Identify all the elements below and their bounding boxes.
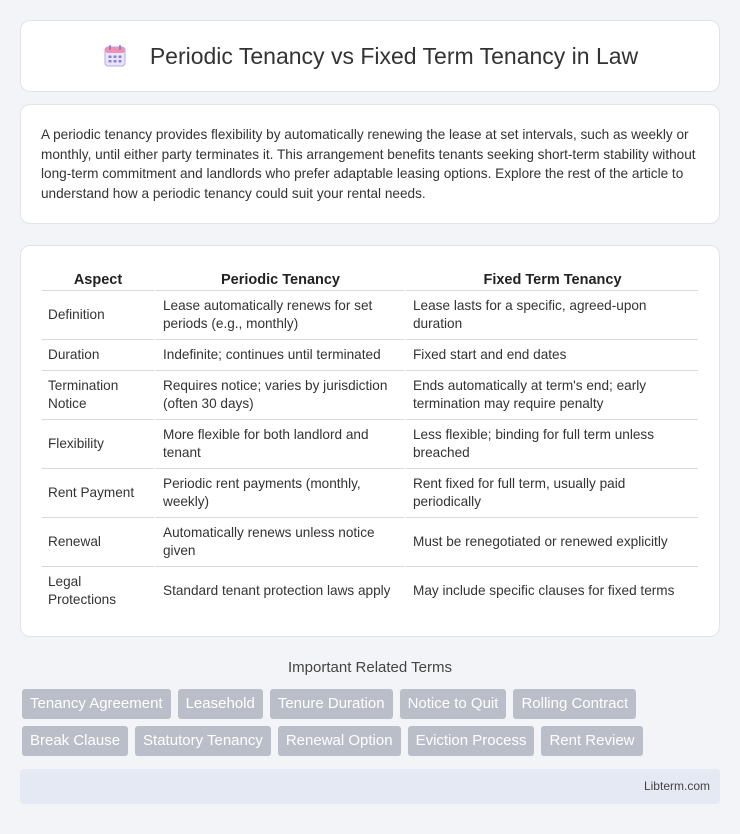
tag-renewal-option[interactable]: Renewal Option — [278, 726, 401, 756]
tag-notice-to-quit[interactable]: Notice to Quit — [400, 689, 507, 719]
table-cell: Legal Protections — [42, 566, 154, 615]
column-header-periodic: Periodic Tenancy — [154, 266, 404, 290]
footer-site-link[interactable]: Libterm.com — [643, 779, 710, 793]
column-header-fixed: Fixed Term Tenancy — [404, 266, 698, 290]
table-header-row — [42, 266, 698, 290]
table-cell: Lease lasts for a specific, agreed-upon duration — [404, 290, 698, 339]
table-cell: More flexible for both landlord and tenant — [154, 419, 404, 468]
comparison-table-card — [20, 245, 720, 637]
table-cell: Termination Notice — [42, 370, 154, 419]
tag-rolling-contract[interactable]: Rolling Contract — [513, 689, 636, 719]
table-row — [42, 566, 698, 615]
table-cell: Requires notice; varies by jurisdiction (often 30 days) — [154, 370, 404, 419]
table-cell: Fixed start and end dates — [404, 339, 698, 370]
tag-tenancy-agreement[interactable]: Tenancy Agreement — [22, 689, 171, 719]
table-cell: Duration — [42, 339, 154, 370]
table-row — [42, 419, 698, 468]
table-cell: Renewal — [42, 517, 154, 566]
comparison-table — [42, 266, 698, 615]
related-terms-title: Important Related Terms — [288, 659, 452, 676]
table-cell: Indefinite; continues until terminated — [154, 339, 404, 370]
table-cell: Must be renegotiated or renewed explicitly — [404, 517, 698, 566]
table-row — [42, 517, 698, 566]
table-cell: May include specific clauses for fixed terms — [404, 566, 698, 615]
tag-leasehold[interactable]: Leasehold — [178, 689, 263, 719]
column-header-aspect: Aspect — [73, 272, 123, 288]
table-cell: Lease automatically renews for set periods (e.g., monthly) — [154, 290, 404, 339]
related-terms-list — [20, 689, 720, 756]
tag-eviction-process[interactable]: Eviction Process — [408, 726, 535, 756]
table-cell: Automatically renews unless notice given — [154, 517, 404, 566]
table-cell: Flexibility — [42, 419, 154, 468]
tag-statutory-tenancy[interactable]: Statutory Tenancy — [135, 726, 271, 756]
table-row — [42, 290, 698, 339]
table-cell: Ends automatically at term's end; early termination may require penalty — [404, 370, 698, 419]
table-row — [42, 370, 698, 419]
table-row — [42, 468, 698, 517]
table-row — [42, 339, 698, 370]
page-title: Periodic Tenancy vs Fixed Term Tenancy in Law — [149, 42, 639, 69]
table-cell: Standard tenant protection laws apply — [154, 566, 404, 615]
tag-rent-review[interactable]: Rent Review — [541, 726, 642, 756]
table-cell: Less flexible; binding for full term unless breached — [404, 419, 698, 468]
intro-text: A periodic tenancy provides flexibility by automatically renewing the lease at set intervals, such as weekly or monthly, until either party terminates it. This arrangement benefits tenants seeking short-term stability without long-term commitment and landlords who prefer adaptable leasing options. Explore the rest of the article to understand how a periodic tenancy could suit your rental needs. — [41, 127, 696, 201]
header-card — [20, 20, 720, 92]
tag-tenure-duration[interactable]: Tenure Duration — [270, 689, 393, 719]
table-cell: Rent Payment — [42, 468, 154, 517]
footer — [20, 769, 720, 804]
tag-break-clause[interactable]: Break Clause — [22, 726, 128, 756]
table-cell: Definition — [42, 290, 154, 339]
table-cell: Rent fixed for full term, usually paid periodically — [404, 468, 698, 517]
table-cell: Periodic rent payments (monthly, weekly) — [154, 468, 404, 517]
calendar-icon — [102, 43, 128, 69]
intro-card — [20, 104, 720, 224]
